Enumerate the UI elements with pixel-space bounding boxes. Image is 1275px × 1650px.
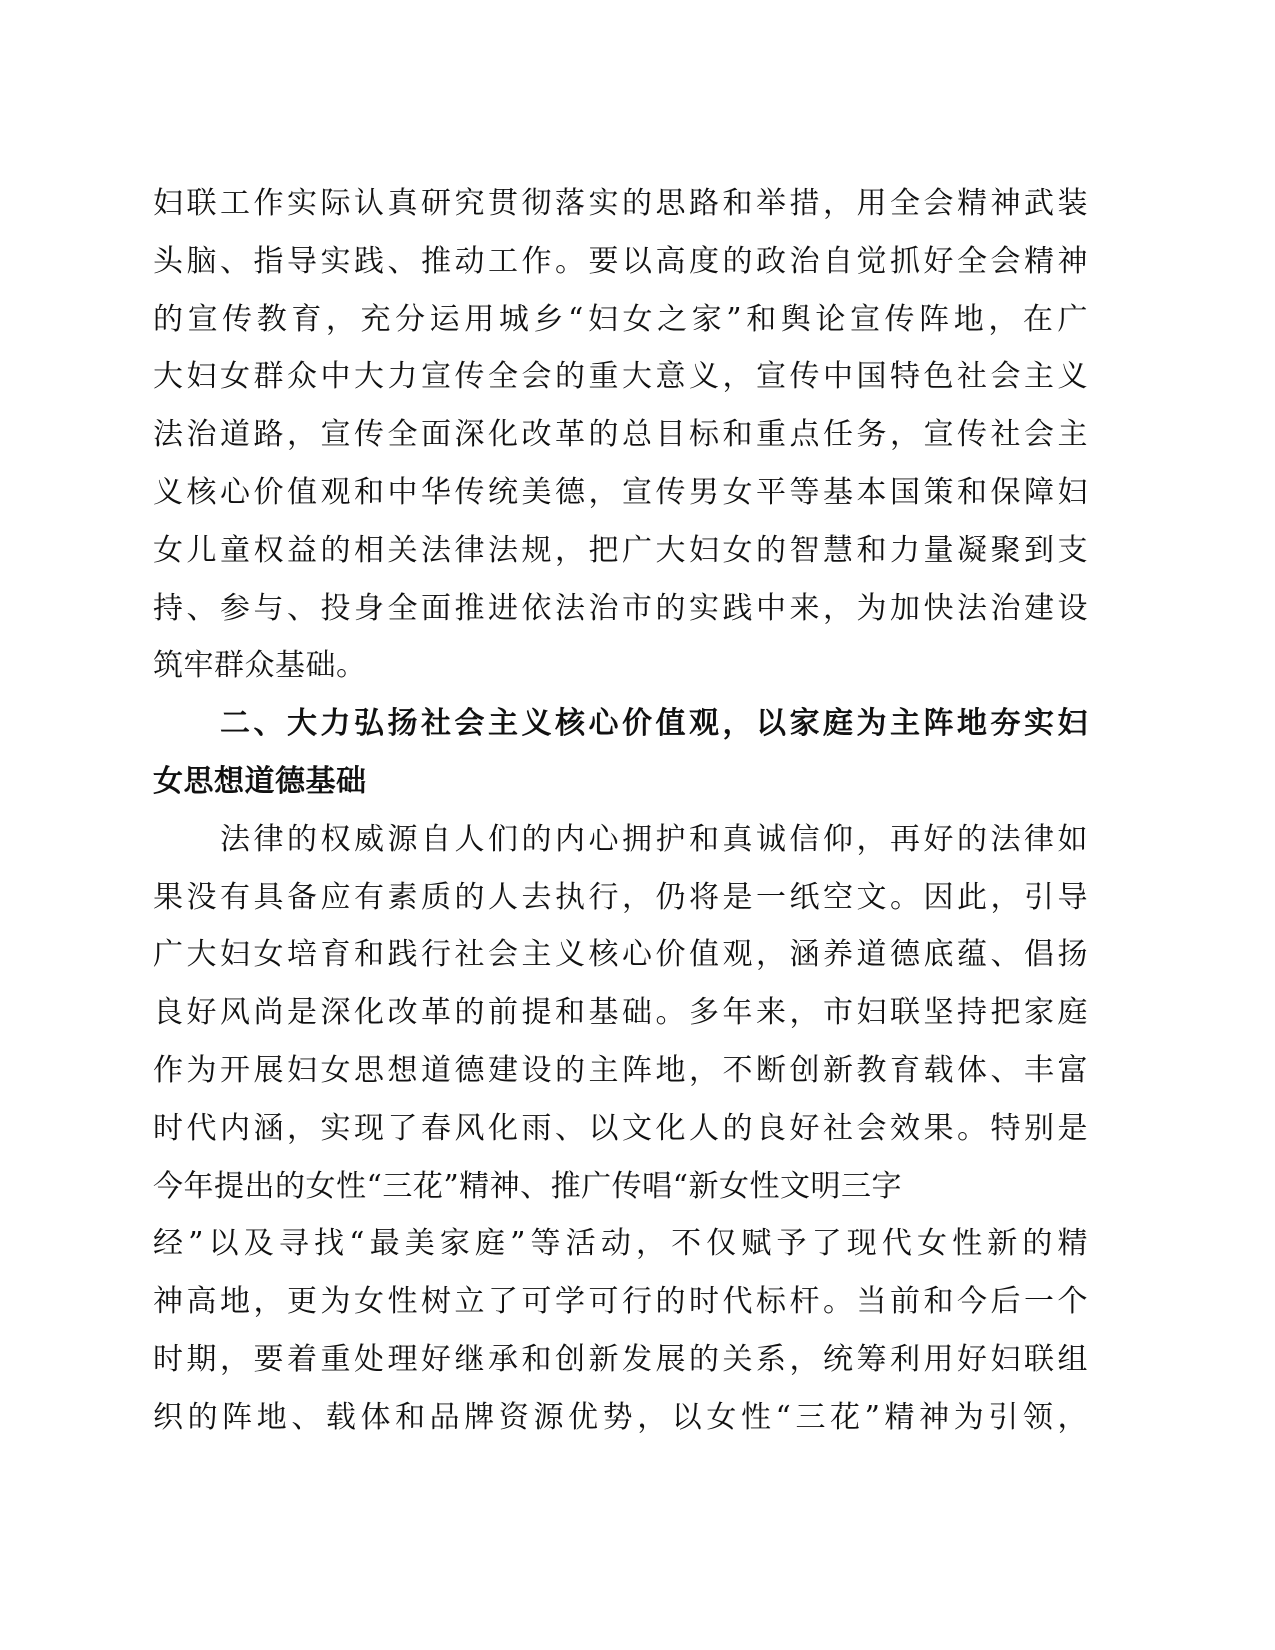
paragraph2-line-3: 广大妇女培育和践行社会主义核心价值观，涵养道德底蕴、倡扬 (153, 937, 1088, 973)
paragraph2-line-2: 果没有具备应有素质的人去执行，仍将是一纸空文。因此，引导 (153, 879, 1088, 915)
paragraph1-line-4: 大妇女群众中大力宣传全会的重大意义，宣传中国特色社会主义 (153, 359, 1088, 395)
paragraph2-line-10: 时期，要着重处理好继承和创新发展的关系，统筹利用好妇联组 (153, 1341, 1088, 1377)
paragraph2-line-11: 织的阵地、载体和品牌资源优势，以女性“三花”精神为引领， (153, 1399, 1088, 1435)
section-heading-line-2: 女思想道德基础 (153, 763, 367, 799)
paragraph1-line-3: 的宣传教育，充分运用城乡“妇女之家”和舆论宣传阵地，在广 (153, 301, 1088, 337)
paragraph2-line-1: 法律的权威源自人们的内心拥护和真诚信仰，再好的法律如 (220, 821, 1088, 857)
paragraph2-line-7: 今年提出的女性“三花”精神、推广传唱“新女性文明三字 (153, 1168, 903, 1204)
paragraph2-line-5: 作为开展妇女思想道德建设的主阵地，不断创新教育载体、丰富 (153, 1052, 1088, 1088)
section-heading-line-1: 二、大力弘扬社会主义核心价值观，以家庭为主阵地夯实妇 (220, 706, 1088, 742)
paragraph2-line-4: 良好风尚是深化改革的前提和基础。多年来，市妇联坚持把家庭 (153, 995, 1088, 1031)
paragraph1-line-9: 筑牢群众基础。 (153, 648, 367, 684)
paragraph1-line-1: 妇联工作实际认真研究贯彻落实的思路和举措，用全会精神武装 (153, 186, 1088, 221)
paragraph2-line-8: 经”以及寻找“最美家庭”等活动，不仅赋予了现代女性新的精 (153, 1226, 1088, 1262)
paragraph1-line-2: 头脑、指导实践、推动工作。要以高度的政治自觉抓好全会精神 (153, 243, 1088, 279)
paragraph1-line-6: 义核心价值观和中华传统美德，宣传男女平等基本国策和保障妇 (153, 474, 1088, 510)
paragraph1-line-8: 持、参与、投身全面推进依法治市的实践中来，为加快法治建设 (153, 590, 1088, 626)
paragraph1-line-5: 法治道路，宣传全面深化改革的总目标和重点任务，宣传社会主 (153, 417, 1088, 453)
document-body (153, 175, 1088, 1447)
paragraph2-line-6: 时代内涵，实现了春风化雨、以文化人的良好社会效果。特别是 (153, 1110, 1088, 1146)
paragraph1-line-7: 女儿童权益的相关法律法规，把广大妇女的智慧和力量凝聚到支 (153, 532, 1088, 568)
paragraph2-line-9: 神高地，更为女性树立了可学可行的时代标杆。当前和今后一个 (153, 1284, 1088, 1320)
